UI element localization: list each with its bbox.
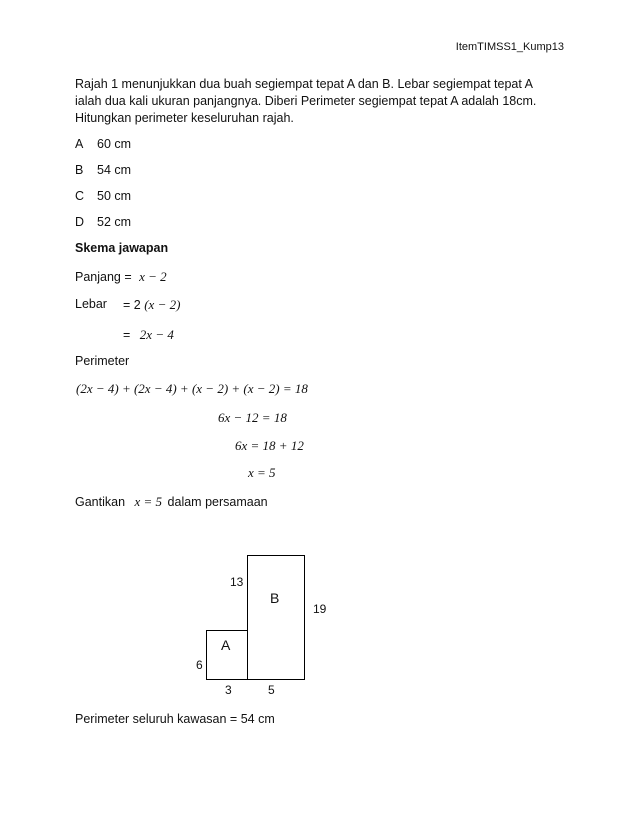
perimeter-label: Perimeter xyxy=(75,354,130,368)
option-letter: B xyxy=(75,163,84,177)
substitute-expr: x = 5 xyxy=(134,494,163,509)
dimension-label-3: 3 xyxy=(225,683,232,697)
perimeter-equation-3: 6x = 18 + 12 xyxy=(235,438,304,453)
lebar-eq-1-prefix: = 2 xyxy=(123,298,141,312)
dimension-label-19: 19 xyxy=(313,602,327,616)
panjang-expr: x − 2 xyxy=(139,269,167,284)
lebar-eq-1 xyxy=(123,297,180,313)
substitute-suffix: dalam persamaan xyxy=(167,495,268,509)
panjang-label: Panjang = xyxy=(75,270,132,284)
substitute-prefix: Gantikan xyxy=(75,495,126,509)
option-a xyxy=(75,137,131,151)
question-line-1: Rajah 1 menunjukkan dua buah segiempat tepat A dan B. Lebar segiempat tepat A xyxy=(75,77,533,91)
perimeter-equation-4: x = 5 xyxy=(248,465,276,480)
dimension-label-5: 5 xyxy=(268,683,275,697)
question-text xyxy=(75,76,575,127)
panjang-line xyxy=(75,269,167,285)
lebar-eq-2-expr: 2x − 4 xyxy=(139,327,174,342)
option-letter: A xyxy=(75,137,84,151)
option-text: 60 cm xyxy=(97,137,132,151)
rectangle-a-label: A xyxy=(221,637,231,653)
final-answer: Perimeter seluruh kawasan = 54 cm xyxy=(75,712,275,726)
substitute-line xyxy=(75,494,268,510)
perimeter-equation-2: 6x − 12 = 18 xyxy=(218,410,287,425)
option-letter: C xyxy=(75,189,85,203)
rectangle-b xyxy=(247,555,305,680)
option-letter: D xyxy=(75,215,85,229)
answer-scheme-heading: Skema jawapan xyxy=(75,241,169,255)
option-c xyxy=(75,189,131,203)
question-line-2: ialah dua kali ukuran panjangnya. Diberi Perimeter segiempat tepat A adalah 18cm. xyxy=(75,94,537,108)
option-text: 52 cm xyxy=(97,215,132,229)
dimension-label-6: 6 xyxy=(196,658,203,672)
lebar-eq-2 xyxy=(123,327,174,343)
option-b xyxy=(75,163,131,177)
lebar-eq-2-prefix: = xyxy=(123,328,131,342)
option-text: 50 cm xyxy=(97,189,132,203)
rectangle-b-label: B xyxy=(270,590,280,606)
dimension-label-13: 13 xyxy=(230,575,244,589)
document-header-code: ItemTIMSS1_Kump13 xyxy=(455,41,564,53)
lebar-eq-1-expr: (x − 2) xyxy=(144,297,181,312)
lebar-label: Lebar xyxy=(75,297,107,311)
question-line-3: Hitungkan perimeter keseluruhan rajah. xyxy=(75,111,294,125)
option-text: 54 cm xyxy=(97,163,132,177)
perimeter-equation-1: (2x − 4) + (2x − 4) + (x − 2) + (x − 2) = 18 xyxy=(76,381,308,396)
option-d xyxy=(75,215,131,229)
